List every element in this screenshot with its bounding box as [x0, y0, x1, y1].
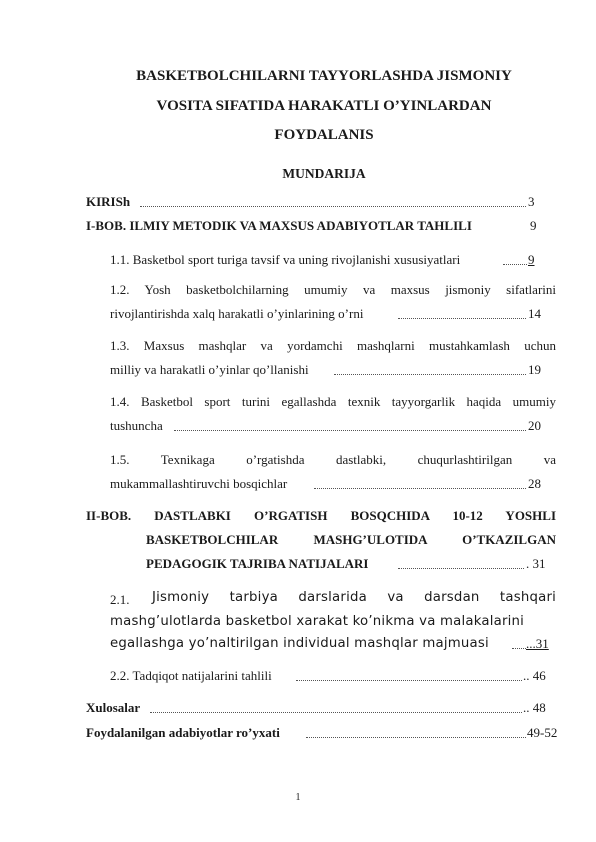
- toc-page: 3: [528, 194, 535, 209]
- toc-label: Foydalanilgan adabiyotlar ro’yxati: [86, 725, 280, 740]
- toc-page: 14: [528, 306, 541, 321]
- toc-number: 2.1.: [110, 592, 130, 607]
- toc-page: 9: [528, 252, 535, 267]
- toc-label-line-2: milliy va harakatli o’yinlar qo’llanishi: [110, 362, 309, 377]
- toc-page: 28: [528, 476, 541, 491]
- toc-label-line-3: PEDAGOGIK TAJRIBA NATIJALARI: [146, 556, 369, 571]
- toc-label-line-2: rivojlantirishda xalq harakatli o’yinlarining o’rni: [110, 306, 364, 321]
- toc-page: 20: [528, 418, 541, 433]
- toc-label: 1.1. Basketbol sport turiga tavsif va uning rivojlanishi xususiyatlari: [110, 252, 461, 267]
- toc-label-line-1: 1.2. Yosh basketbolchilarning umumiy va maxsus jismoniy sifatlarini: [110, 282, 556, 297]
- toc-label-line-3: egallashga yo’naltirilgan individual mashqlar majmuasi: [110, 636, 489, 651]
- page-number: 1: [295, 792, 301, 803]
- toc-label: 2.2. Tadqiqot natijalarini tahlili: [110, 668, 272, 683]
- leader-dots: [150, 712, 522, 713]
- leader-dots: [398, 318, 526, 319]
- document-title-line-2: VOSITA SIFATIDA HARAKATLI O’YINLARDAN: [156, 98, 492, 114]
- toc-label-line-2: tushuncha: [110, 418, 163, 433]
- toc-page: ...31: [526, 636, 549, 651]
- leader-dots: [140, 206, 526, 207]
- document-title-line-3: FOYDALANIS: [274, 127, 374, 143]
- leader-dots: [398, 568, 524, 569]
- leader-dots: [512, 648, 526, 649]
- toc-page: . 31: [526, 556, 546, 571]
- leader-dots: [306, 737, 526, 738]
- toc-label-line-1: 1.3. Maxsus mashqlar va yordamchi mashqlarni mustahkamlash uchun: [110, 338, 556, 353]
- toc-label: I-BOB. ILMIY METODIK VA MAXSUS ADABIYOTLAR TAHLILI: [86, 218, 472, 233]
- toc-page: 49-52: [527, 725, 558, 740]
- toc-label-line-2: mashg’ulotlarda basketbol xarakat ko’nikma va malakalarini: [110, 614, 525, 629]
- toc-label: Xulosalar: [86, 700, 141, 715]
- leader-dots: [296, 680, 522, 681]
- leader-dots: [314, 488, 526, 489]
- document-title-line-1: BASKETBOLCHILARNI TAYYORLASHDA JISMONIY: [136, 68, 512, 84]
- toc-page: 9: [530, 218, 537, 233]
- toc-page: 19: [528, 362, 541, 377]
- toc-label-line-1: II-BOB. DASTLABKI O’RGATISH BOSQCHIDA 10-12 YOSHLI: [86, 508, 556, 523]
- leader-dots: [174, 430, 526, 431]
- toc-label-line-1: 1.4. Basketbol sport turini egallashda texnik tayyorgarlik haqida umumiy: [110, 394, 556, 409]
- leader-dots: [503, 264, 527, 265]
- toc-label-line-1: Jismoniy tarbiya darslarida va darsdan tashqari: [152, 590, 556, 605]
- toc-label-line-1: 1.5. Texnikaga o’rgatishda dastlabki, chuqurlashtirilgan va: [110, 452, 556, 467]
- toc-page: .. 48: [523, 700, 546, 715]
- toc-page: .. 46: [523, 668, 546, 683]
- leader-dots: [334, 374, 526, 375]
- toc-label: KIRISh: [86, 194, 131, 209]
- toc-label-line-2: BASKETBOLCHILAR MASHG’ULOTIDA O’TKAZILGAN: [146, 532, 556, 547]
- contents-heading: MUNDARIJA: [282, 166, 366, 181]
- toc-label-line-2: mukammallashtiruvchi bosqichlar: [110, 476, 288, 491]
